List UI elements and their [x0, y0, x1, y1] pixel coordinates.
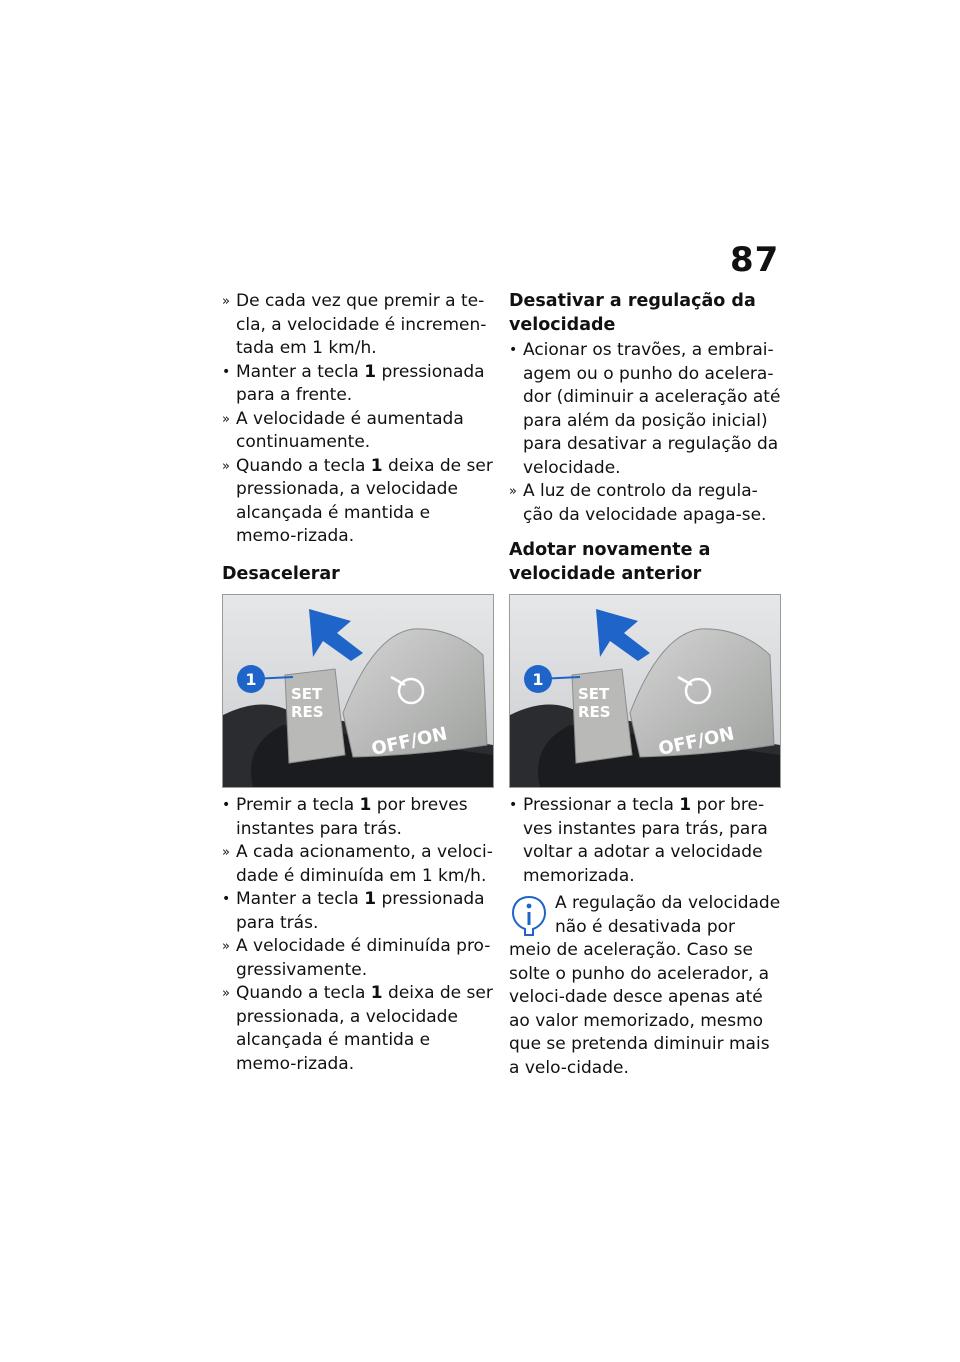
list-item: » Quando a tecla 1 deixa de ser pressionada, a velocidade alcançada é mantida e memo-rizada.: [222, 983, 493, 1074]
arrow-marker: »: [222, 411, 230, 427]
list-item: » A cada acionamento, a veloci-dade é diminuída em 1 km/h.: [222, 842, 493, 886]
list-item: • Acionar os travões, a embrai-agem ou o punho do acelera-dor (diminuir a aceleração até para além da posição inicial) para desativar a regulação da velocidade.: [509, 340, 781, 478]
arrow-marker: »: [222, 939, 230, 954]
info-note: [509, 892, 781, 1080]
section-heading-deactivate: Desativar a regulação da velocidade: [509, 291, 756, 335]
key-label-res: RES: [578, 703, 611, 721]
bullet-marker: •: [509, 342, 518, 358]
arrow-marker: »: [509, 484, 517, 499]
deactivate-list: [509, 339, 781, 527]
list-item: » De cada vez que premir a te-cla, a velocidade é incremen-tada em 1 km/h.: [222, 291, 487, 358]
list-item: » A luz de controlo da regula-ção da velocidade apaga-se.: [509, 481, 767, 525]
list-item: • Pressionar a tecla 1 por bre-ves instantes para trás, para voltar a adotar a velocidade memorizada.: [509, 795, 768, 886]
list-item: • Manter a tecla 1 pressionada para trás.: [222, 889, 485, 933]
list-item: • Manter a tecla 1 pressionada para a frente.: [222, 361, 485, 405]
section-heading-resume: Adotar novamente a velocidade anterior: [509, 540, 711, 584]
key-label-res: RES: [291, 703, 324, 721]
list-item: » Quando a tecla 1 deixa de ser pressionada, a velocidade alcançada é mantida e memo-rizada.: [222, 455, 493, 546]
arrow-marker: »: [222, 845, 230, 860]
bullet-marker: •: [509, 797, 518, 813]
list-item: • Premir a tecla 1 por breves instantes para trás.: [222, 795, 468, 839]
right-column: [509, 290, 781, 1080]
list-item: » A velocidade é diminuída pro-gressivamente.: [222, 936, 491, 980]
switch-figure-resume: [509, 594, 781, 788]
switch-figure-decelerate: [222, 594, 494, 788]
intro-list: [222, 290, 494, 549]
bullet-marker: •: [222, 797, 231, 813]
page-number: 87: [730, 240, 780, 280]
lever-label: OFF/ON: [656, 723, 737, 760]
switch-illustration: [510, 595, 780, 787]
key-reference: 1: [364, 889, 377, 909]
key-label-set: SET: [291, 685, 323, 703]
lever-label: OFF/ON: [369, 723, 450, 760]
left-column: [222, 290, 494, 1076]
arrow-marker: »: [222, 458, 230, 474]
bullet-marker: •: [222, 891, 231, 907]
info-icon: [509, 894, 549, 938]
key-reference: 1: [370, 455, 383, 476]
resume-list: [509, 794, 781, 888]
key-label-set: SET: [578, 685, 610, 703]
callout-number: 1: [532, 670, 544, 689]
key-reference: 1: [359, 795, 372, 815]
list-item: » A velocidade é aumentada continuamente.: [222, 408, 464, 452]
key-reference: 1: [679, 795, 692, 815]
key-reference: 1: [364, 361, 377, 382]
callout-number: 1: [245, 670, 257, 689]
arrow-marker: »: [222, 294, 230, 309]
arrow-marker: »: [222, 986, 230, 1001]
key-reference: 1: [370, 983, 383, 1003]
decelerate-list: [222, 794, 494, 1076]
switch-illustration: [223, 595, 493, 787]
section-heading-decelerate: Desacelerar: [222, 563, 340, 584]
note-text: A regulação da velocidade não é desativada por meio de aceleração. Caso se solte o punho do acelerador, a veloci-dade desce apenas até ao valor memorizado, mesmo que se pretenda diminuir mais a velo-cidade.: [509, 893, 781, 1078]
bullet-marker: •: [222, 363, 231, 380]
